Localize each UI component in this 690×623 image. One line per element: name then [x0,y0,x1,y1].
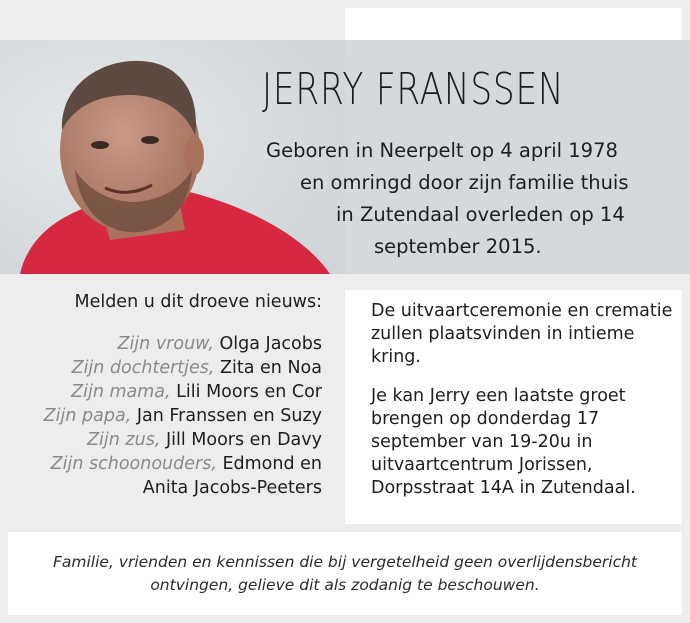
family-member [0,476,322,500]
header-band [0,40,690,274]
member-names: Jan Franssen en Suzy [136,406,322,426]
member-names: Lili Moors en Cor [176,382,322,402]
member-names: Zita en Noa [220,358,322,378]
top-white-box [345,8,682,40]
deceased-name: JERRY FRANSSEN [262,64,565,115]
bio-line: september 2015. [374,235,542,258]
bio-text [266,135,629,263]
family-member [0,380,322,404]
ceremony-box [345,290,682,524]
bio-line: Geboren in Neerpelt op 4 april 1978 [266,139,618,162]
bio-line: en omringd door zijn familie thuis [300,171,629,194]
family-member [0,356,322,380]
member-names: Anita Jacobs-Peeters [142,478,322,498]
family-member [0,404,322,428]
ceremony-text [371,300,681,516]
relation-label: Zijn dochtertjes, [71,358,215,378]
relation-label: Zijn zus, [87,430,161,450]
relation-label: Zijn papa, [43,406,132,426]
family-member [0,332,322,356]
visitation-paragraph: Je kan Jerry een laatste groet brengen op donderdag 17 september van 19-20u in uitvaartcentrum Jorissen, Dorpsstraat 14A in Zutendaal. [371,386,636,498]
member-names: Edmond en [222,454,322,474]
family-member [0,428,322,452]
bio-line: in Zutendaal overleden op 14 [336,203,625,226]
family-list [0,290,322,500]
announce-text: Melden u dit droeve nieuws: [74,292,322,312]
footer-box [8,532,682,615]
footer-line: Familie, vrienden en kennissen die bij vergetelheid geen overlijdensbericht [52,553,638,571]
footer-line: ontvingen, gelieve dit als zodanig te beschouwen. [150,576,540,594]
ceremony-paragraph: De uitvaartceremonie en crematie zullen plaatsvinden in intieme kring. [371,301,673,367]
relation-label: Zijn mama, [71,382,171,402]
member-names: Jill Moors en Davy [165,430,322,450]
family-member [0,452,322,476]
relation-label: Zijn schoonouders, [50,454,217,474]
member-names: Olga Jacobs [219,334,322,354]
footer-notice [8,551,682,597]
relation-label: Zijn vrouw, [117,334,214,354]
